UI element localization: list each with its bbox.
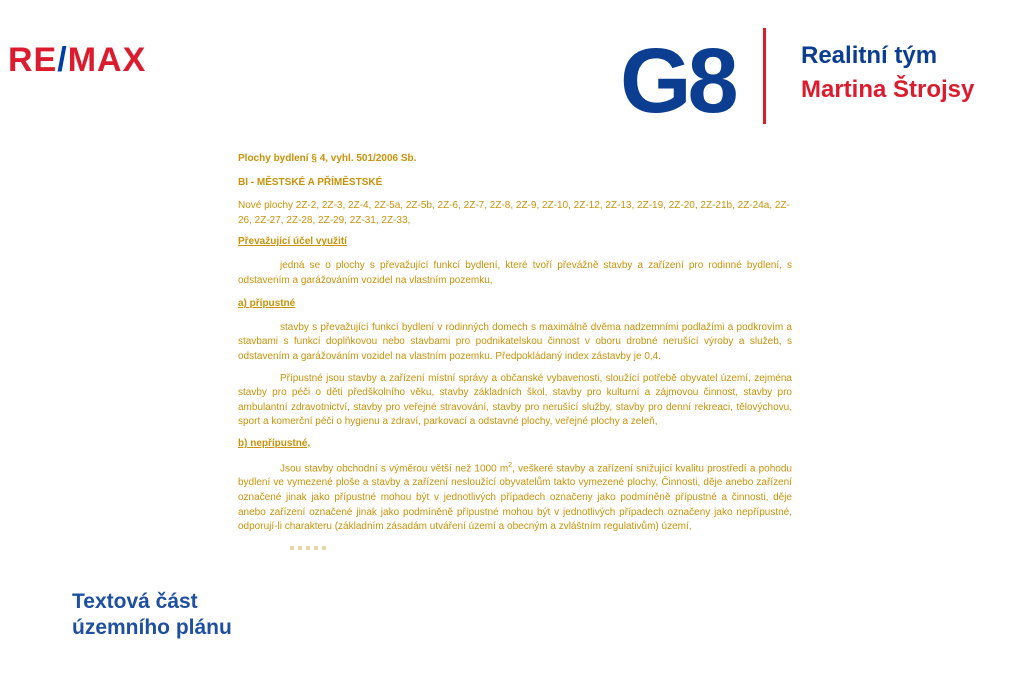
primary-use-heading: Převažující účel využití [238,236,347,248]
remax-logo-max: MAX [67,41,147,79]
g8-logo-text: G8 [620,36,735,120]
section-title-line1: Textová část [72,590,198,613]
not-permitted-heading: b) nepřípustné, [238,437,311,449]
document-title: Plochy bydlení § 4, vyhl. 501/2006 Sb. [238,153,417,164]
cropped-text-remnant [290,546,330,550]
new-areas-list: Nové plochy 2Z-2, 2Z-3, 2Z-4, 2Z-5a, 2Z-5b, 2Z-6, 2Z-7, 2Z-8, 2Z-9, 2Z-10, 2Z-12, 2Z-13, 2Z-19, 2Z-20, 2Z-21b, 2Z-24a, 2Z-26, 2Z-27, 2Z-28, 2Z-29, 2Z-31, 2Z-33, [238,200,790,226]
primary-use-text: jedná se o plochy s převažující funkcí bydlení, které tvoří převážně stavby a zařízení pro rodinné bydlení, s odstavením a garážováním vozidel na vlastním pozemku, [238,259,792,286]
section-title [72,589,232,641]
not-permitted-paragraph [238,459,792,535]
g8-logo [620,36,740,120]
remax-logo-re: RE [8,41,58,79]
team-name-line1: Realitní tým [801,42,938,69]
permitted-paragraph-2: Přípustné jsou stavby a zařízení místní správy a občanské vybavenosti, sloužící potřebě obyvatel území, zejména stavby pro péči o děti předškolního věku, stavby základních škol, stavby pro kulturní a zájmovou činnost, stavby pro ambulantní zdravotnictví, stavby pro veřejné stravování, stavby pro nerušící služby, stavby pro denní rekreaci, tělovýchovu, sport a komerční péči o hygienu a zdraví, parkovací a odstavné plochy, veřejné plochy a zeleň, [238,372,792,428]
team-name-line2: Martina Štrojsy [801,76,975,103]
permitted-paragraph-1: stavby s převažující funkcí bydlení v rodinných domech s maximálně dvěma nadzemními podlažími a podkrovím a stavbami s funkcí doplňkovou nebo stavbami pro podnikatelskou činnost v oboru drobné nerušící výroby a služeb, s odstavením a garážováním vozidel na vlastním pozemku. Předpokládaný index zástavby je 0,4. [238,321,792,362]
document-excerpt [238,152,792,535]
header-divider [763,28,766,124]
remax-logo-slash: / [57,41,68,79]
not-permitted-text-a: Jsou stavby obchodní s výměrou větší než 1000 m [280,462,509,474]
not-permitted-text-b: , veškeré stavby a zařízení snižující kvalitu prostředí a pohodu bydlení ve vymezené ploše a stavby a zařízení nesloužící obyvatelům takto vymezené plochy, Činnosti, děje anebo zařízení označené jinak jako přípustné mohou být v jednotlivých případech označeny jako podmíněně přípustné a činnosti, děje anebo zařízení označené jinak jako podmíněně přípustné mohou být v jednotlivých případech označeny jako nepřípustné, odporují-li charakteru (základním zásadám utváření území a obecným a zvláštním regulativům) území, [238,462,792,533]
area-unit-superscript: 2 [508,461,513,469]
remax-logo [8,40,146,80]
permitted-heading: a) přípustné [238,298,296,310]
document-category: BI - MĚSTSKÉ A PŘÍMĚSTSKÉ [238,176,383,188]
section-title-line2: územního plánu [72,616,232,639]
